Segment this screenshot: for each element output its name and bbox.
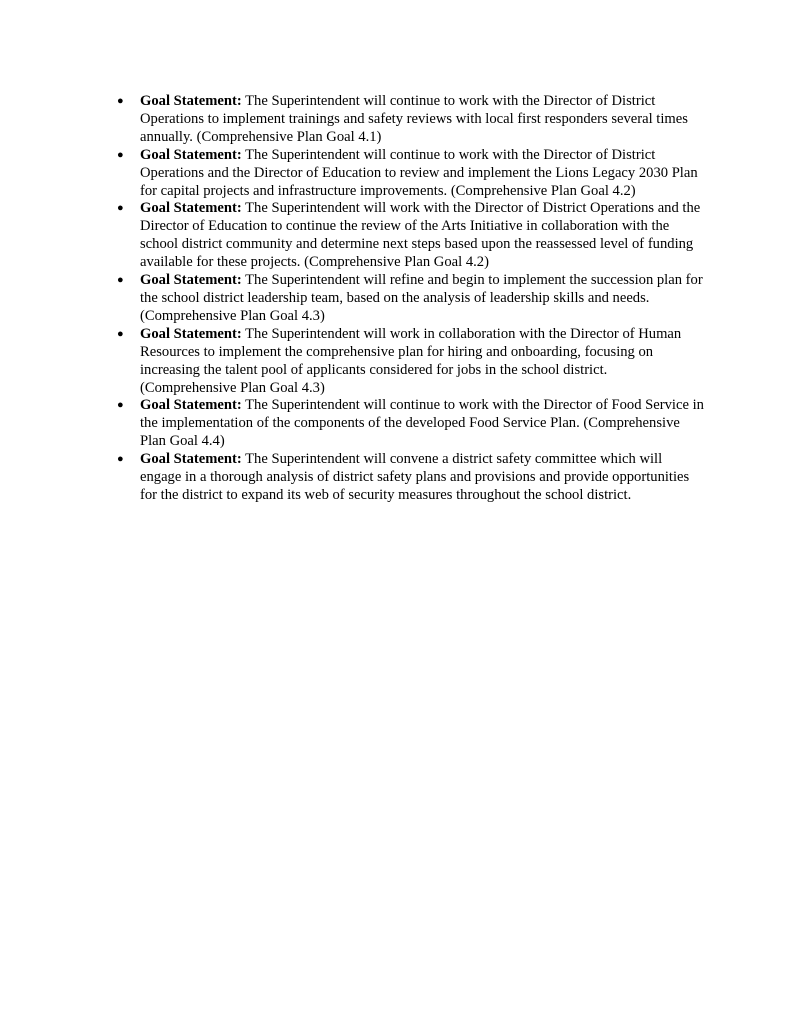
goal-item <box>117 146 705 201</box>
goal-label: Goal Statement: <box>140 200 242 217</box>
bullet-icon: ● <box>117 202 124 215</box>
goal-text: The Superintendent will continue to work with the Director of District Operations to implement trainings and safety reviews with local first responders several times annually. (Comprehensive Plan Goal 4.1) <box>140 93 688 145</box>
goal-item <box>117 93 705 147</box>
goal-item <box>117 200 705 272</box>
goal-label: Goal Statement: <box>140 146 242 163</box>
goal-statement-list <box>117 93 705 505</box>
goal-text: The Superintendent will work with the Director of District Operations and the Director of Education to continue the review of the Arts Initiative in collaboration with the school district community and determine next steps based upon the reassessed level of funding available for these projects. (Comprehensive Plan Goal 4.2) <box>140 200 701 271</box>
goal-label: Goal Statement: <box>140 325 242 342</box>
goal-item <box>117 325 705 398</box>
goal-text: The Superintendent will work in collaboration with the Director of Human Resources to implement the comprehensive plan for hiring and onboarding, focusing on increasing the talent pool of applicants considered for jobs in the school district. (Comprehensive Plan Goal 4.3) <box>140 325 682 396</box>
goal-text: The Superintendent will continue to work with the Director of Food Service in the implementation of the components of the developed Food Service Plan. (Comprehensive Plan Goal 4.4) <box>140 397 704 450</box>
goal-item <box>117 397 705 451</box>
bullet-icon: ● <box>117 399 124 412</box>
goal-label: Goal Statement: <box>140 397 242 414</box>
bullet-icon: ● <box>117 453 124 466</box>
bullet-icon: ● <box>117 327 124 340</box>
goal-text: The Superintendent will convene a district safety committee which will engage in a thorough analysis of district safety plans and provisions and provide opportunities for the district to expand its web of security measures throughout the school district. <box>140 451 690 503</box>
goal-label: Goal Statement: <box>140 451 242 468</box>
bullet-icon: ● <box>117 148 124 161</box>
goal-text: The Superintendent will refine and begin to implement the succession plan for the school district leadership team, based on the analysis of leadership skills and needs. (Comprehensive Plan Goal 4.3) <box>140 272 703 324</box>
goal-item <box>117 451 705 505</box>
bullet-icon: ● <box>117 95 124 107</box>
goal-item <box>117 272 705 326</box>
goal-label: Goal Statement: <box>140 272 242 289</box>
goal-text: The Superintendent will continue to work with the Director of District Operations and the Director of Education to review and implement the Lions Legacy 2030 Plan for capital projects and infrastructure improvements. (Comprehensive Plan Goal 4.2) <box>140 146 698 199</box>
bullet-icon: ● <box>117 274 124 287</box>
goal-label: Goal Statement: <box>140 93 242 109</box>
